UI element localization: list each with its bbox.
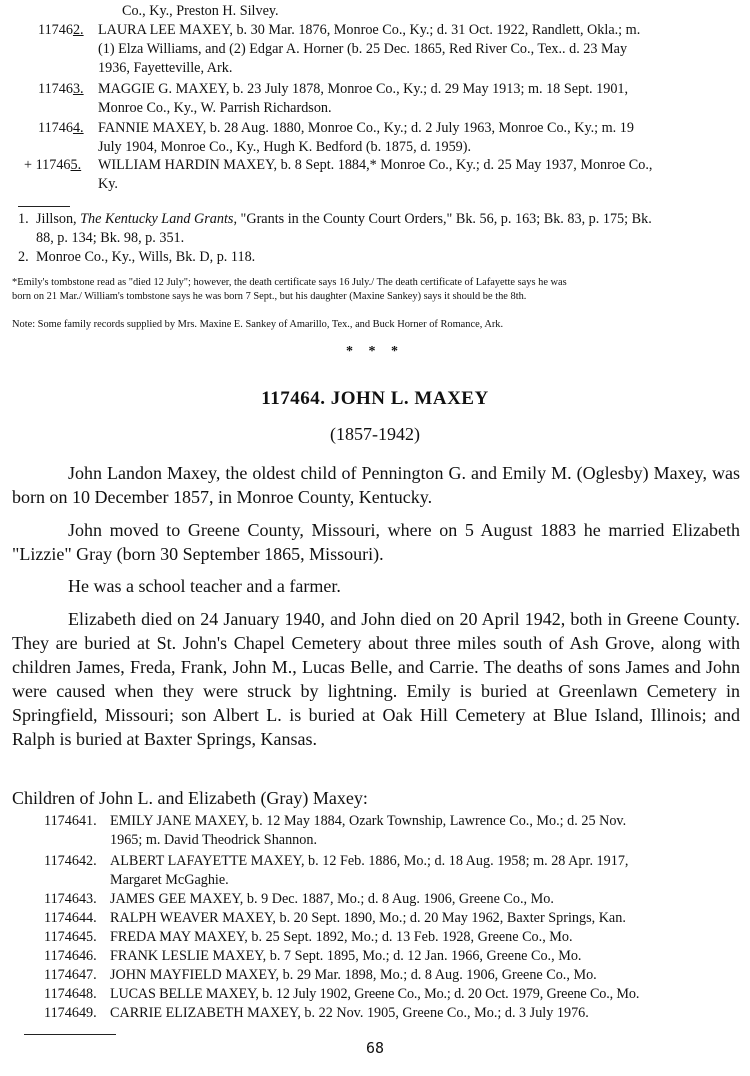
- footnote-line: Jillson, The Kentucky Land Grants, "Grants in the County Court Orders," Bk. 56, p. 163; Bk. 83, p. 175; Bk.: [36, 211, 652, 227]
- entry-number: 117462.: [38, 22, 84, 38]
- footnote-number: 1.: [18, 211, 29, 227]
- child-number: 1174649.: [44, 1005, 97, 1021]
- child-number: 1174646.: [44, 948, 97, 964]
- paragraph-2: John moved to Greene County, Missouri, where on 5 August 1883 he married Elizabeth "Lizzie" Gray (born 30 September 1865, Missouri).: [12, 520, 740, 564]
- footnote-line: Monroe Co., Ky., Wills, Bk. D, p. 118.: [36, 249, 256, 265]
- continued-marker: +: [24, 157, 33, 173]
- asterisk-note-line: born on 21 Mar./ William's tombstone says he was born 7 Sept., but his daughter (Maxine Sankey) says it should be the 8th.: [12, 291, 527, 302]
- paragraph-3: He was a school teacher and a farmer.: [68, 576, 341, 596]
- entry-line: 1936, Fayetteville, Ark.: [98, 60, 233, 76]
- child-number: 1174647.: [44, 967, 97, 983]
- children-list-title: Children of John L. and Elizabeth (Gray) Maxey:: [12, 788, 368, 808]
- entry-line: Monroe Co., Ky., W. Parrish Richardson.: [98, 100, 332, 116]
- book-title: The Kentucky Land Grants: [80, 211, 234, 227]
- page-number: 68: [365, 1039, 385, 1057]
- entry-line: July 1904, Monroe Co., Ky., Hugh K. Bedford (b. 1875, d. 1959).: [98, 139, 472, 155]
- child-number: 1174648.: [44, 986, 97, 1002]
- entry-number: 117463.: [38, 81, 84, 97]
- entry-line: FANNIE MAXEY, b. 28 Aug. 1880, Monroe Co., Ky.; d. 2 July 1963, Monroe Co., Ky.; m. 19: [98, 120, 634, 136]
- paragraph-1: John Landon Maxey, the oldest child of Pennington G. and Emily M. (Oglesby) Maxey, was born on 10 December 1857, in Monroe County, Kentucky.: [12, 463, 740, 507]
- section-years: (1857-1942): [330, 424, 420, 444]
- entry-line: WILLIAM HARDIN MAXEY, b. 8 Sept. 1884,* Monroe Co., Ky.; d. 25 May 1937, Monroe Co.,: [98, 157, 653, 173]
- entry-line: (1) Elza Williams, and (2) Edgar A. Horner (b. 25 Dec. 1865, Red River Co., Tex.. d. 23 May: [98, 41, 628, 57]
- child-number: 1174643.: [44, 891, 97, 907]
- entry-line: Ky.: [98, 176, 118, 192]
- paragraph-4: Elizabeth died on 24 January 1940, and John died on 20 April 1942, both in Greene County. They are buried at St. John's Chapel Cemetery about three miles south of Ash Grove, along with children James, Freda, Frank, John M., Lucas Belle, and Carrie. The deaths of sons James and John were caused when they were struck by lightning. Emily is buried at Greenlawn Cemetery in Springfield, Missouri; son Albert L. is buried at Oak Hill Cemetery at Blue Island, Illinois; and Ralph is buried at Baxter Springs, Kansas.: [12, 609, 740, 749]
- asterisk-note: [12, 276, 742, 304]
- footnote-rule: [18, 206, 70, 207]
- footnote-line: 88, p. 134; Bk. 98, p. 351.: [36, 230, 185, 246]
- source-note: Note: Some family records supplied by Mrs. Maxine E. Sankey of Amarillo, Tex., and Buck Horner of Romance, Ark.: [12, 319, 504, 330]
- child-number: 1174641.: [44, 813, 97, 829]
- child-number: 1174645.: [44, 929, 97, 945]
- child-number: 1174642.: [44, 853, 97, 869]
- entry-line: LAURA LEE MAXEY, b. 30 Mar. 1876, Monroe Co., Ky.; d. 31 Oct. 1922, Randlett, Okla.; m.: [98, 22, 641, 38]
- document-page: Co., Ky., Preston H. Silvey. 117462. LAURA LEE MAXEY, b. 30 Mar. 1876, Monroe Co., Ky.; d. 31 Oct. 1922, Randlett, Okla.; m. (1) Elza Williams, and (2) Edgar A. Horner (b. 25 Dec. 1865, Red River Co., Tex.. d. 23 May 1936, Fayetteville, Ark. 117463. MAGGIE G. MAXEY, b. 23 July 1878, Monroe Co., Ky.; d. 29 May 1913; m. 18 Sept. 1901, Monroe Co., Ky., W. Parrish Richardson. 117464. FANNIE MAXEY, b. 28 Aug. 1880, Monroe Co., Ky.; d. 2 July 1963, Monroe Co., Ky.; m. 19 July 1904, Monroe Co., Ky., Hugh K. Bedford (b. 1875, d. 1959). + 117465. WILLIAM HARDIN MAXEY, b. 8 Sept. 1884,* Monroe Co., Ky.; d. 25 May 1937, Monroe Co., Ky. 1. Jillson, The Kentucky Land Grants, "Grants in the County Court Orders," Bk. 56, p. 163; Bk. 83, p. 175; Bk. 88, p. 134; Bk. 98, p. 351. 2. Monroe Co., Ky., Wills, Bk. D, p. 118. *Emily's tombstone read as "died 12 July"; however, the death certificate says 16 July./ The death certificate of Lafayette says he was born on 21 Mar./ William's tombstone says he was born 7 Sept., but his daughter (Maxine Sankey) says it should be the 8th. Note: Some family records supplied by Mrs. Maxine E. Sankey of Amarillo, Tex., and Buck Horner of Romance, Ark. * * * 117464. JOHN L. MAXEY (1857-1942) John Landon Maxey, the oldest child of Pennington G. and Emily M. (Oglesby) Maxey, was born on 10 December 1857, in Monroe County, Kentucky. John moved to Greene County, Missouri, where on 5 August 1883 he married Elizabeth "Lizzie" Gray (born 30 September 1865, Missouri). He was a school teacher and a farmer. Elizabeth died on 24 January 1940, and John died on 20 April 1942, both in Greene County. They are buried at St. John's Chapel Cemetery about three miles south of Ash Grove, along with children James, Freda, Frank, John M., Lucas Belle, and Carrie. The deaths of sons James and John were caused when they were struck by lightning. Emily is buried at Greenlawn Cemetery in Springfield, Missouri; son Albert L. is buried at Oak Hill Cemetery at Blue Island, Illinois; and Ralph is buried at Baxter Springs, Kansas. Children of John L. and Elizabeth (Gray) Maxey: 1174641. EMILY JANE MAXEY, b. 12 May 1884, Ozark Township, Lawrence Co., Mo.; d. 25 Nov. 1965; m. David Theodrick Shannon. 1174642. ALBERT LAFAYETTE MAXEY, b. 12 Feb. 1886, Mo.; d. 18 Aug. 1958; m. 28 Apr. 1917, Margaret McGaghie. 1174643. JAMES GEE MAXEY, b. 9 Dec. 1887, Mo.; d. 8 Aug. 1906, Greene Co., Mo. 1174644. RALPH WEAVER MAXEY, b. 20 Sept. 1890, Mo.; d. 20 May 1962, Baxter Springs, Kan. 1174645. FREDA MAY MAXEY, b. 25 Sept. 1892, Mo.; d. 13 Feb. 1928, Greene Co., Mo. 1174646. FRANK LESLIE MAXEY, b. 7 Sept. 1895, Mo.; d. 12 Jan. 1966, Greene Co., Mo. 1174647. JOHN MAYFIELD MAXEY, b. 29 Mar. 1898, Mo.; d. 8 Aug. 1906, Greene Co., Mo. 1174648. LUCAS BELLE MAXEY, b. 12 July 1902, Greene Co., Mo.; d. 20 Oct. 1979, Greene Co., Mo. 1174649. CARRIE ELIZABETH MAXEY, b. 22 Nov. 1905, Greene Co., Mo.; d. 3 July 1976. 68: [0, 0, 750, 1076]
- child-number: 1174644.: [44, 910, 97, 926]
- bottom-rule: [24, 1034, 116, 1035]
- entry-line: MAGGIE G. MAXEY, b. 23 July 1878, Monroe Co., Ky.; d. 29 May 1913; m. 18 Sept. 1901,: [98, 81, 629, 97]
- entry-number: 117464.: [38, 120, 84, 136]
- continued-entry-text: Co., Ky., Preston H. Silvey.: [122, 3, 279, 19]
- entry-number: + 117465.: [24, 157, 82, 173]
- asterisk-note-line: *Emily's tombstone read as "died 12 July"; however, the death certificate says 16 July./ The death certificate of Lafayette says he was: [12, 277, 567, 288]
- section-title: 117464. JOHN L. MAXEY: [261, 388, 489, 409]
- section-separator: * * *: [346, 344, 404, 359]
- footnote-number: 2.: [18, 249, 29, 265]
